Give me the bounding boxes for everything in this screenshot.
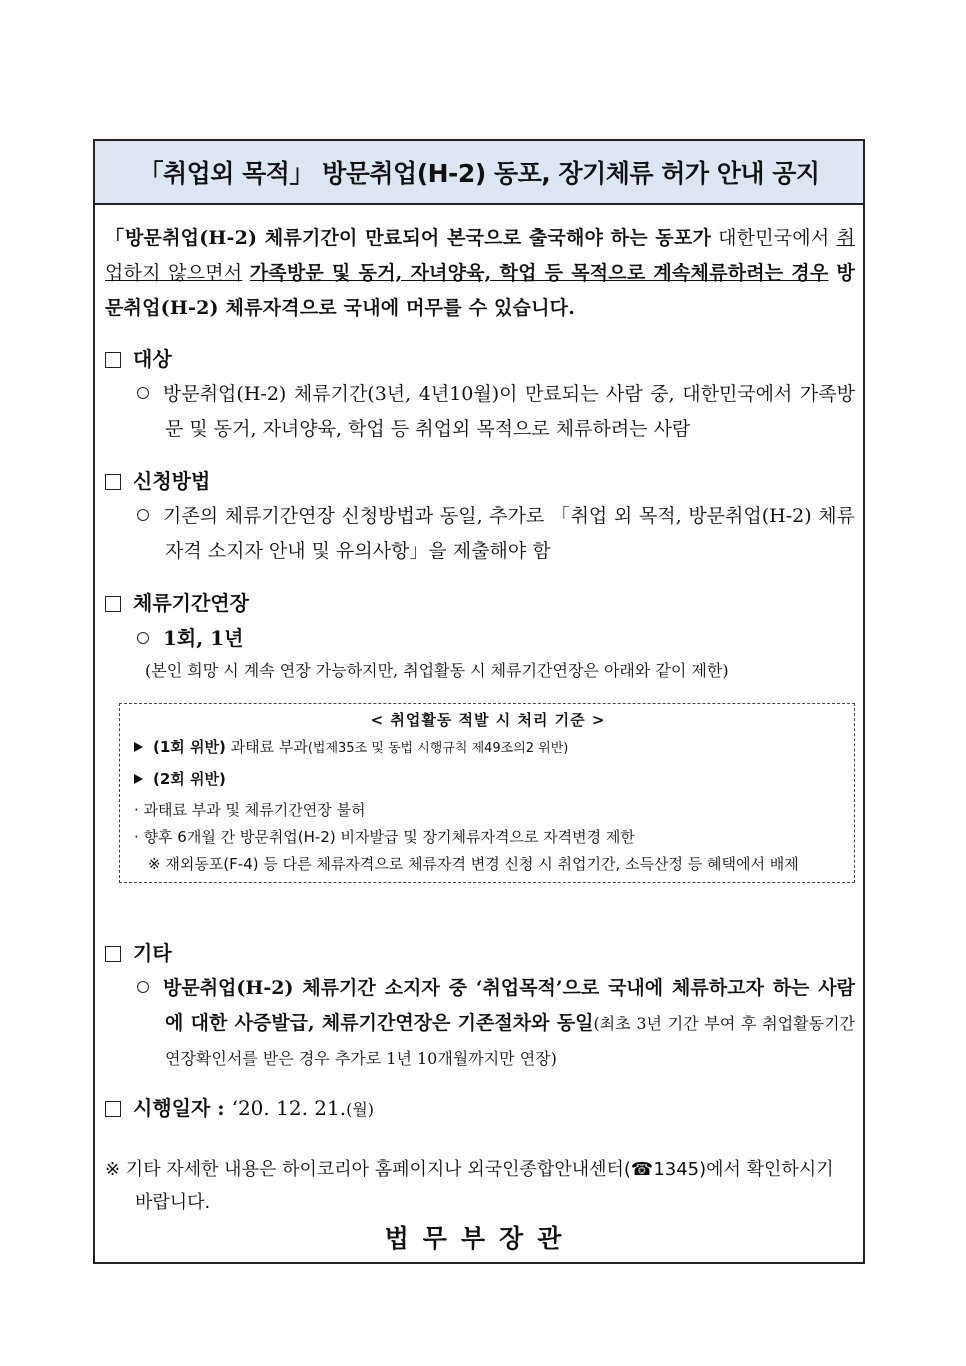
effective-date: ‘20. 12. 21.: [231, 1096, 347, 1120]
section-target-title: 대상: [133, 347, 172, 371]
intro-part-3: 취업하지 않으면서: [105, 227, 856, 284]
section-method: [105, 463, 855, 569]
triangle-bullet-icon: [134, 742, 143, 752]
section-extension-item: [121, 621, 855, 656]
criteria-detail-3: ※ 재외동포(F-4) 등 다른 체류자격으로 체류자격 변경 신청 시 취업기간, 소득산정 등 혜택에서 배제: [148, 855, 799, 873]
section-effective: [105, 1090, 855, 1126]
section-extension-text: 1회, 1년: [163, 626, 244, 650]
checkbox-square-icon: [105, 352, 121, 368]
effective-label: 시행일자 :: [133, 1096, 232, 1120]
section-other-title: 기타: [133, 941, 172, 965]
section-extension-note: (본인 희망 시 계속 연장 가능하지만, 취업활동 시 체류기간연장은 아래와 같이 제한): [145, 661, 729, 680]
section-extension-heading: [105, 585, 855, 621]
checkbox-square-icon: [105, 946, 121, 962]
section-effective-heading: [105, 1090, 855, 1126]
signature: 법무부장관: [384, 1224, 576, 1253]
section-other-bold: 방문취업(H-2) 체류기간 소지자 중 ‘취업목적’으로 국내에 체류하고자 하는 사람에 대한 사증발급, 체류기간연장은 기존절차와 동일: [163, 977, 855, 1034]
checkbox-square-icon: [105, 1101, 121, 1117]
notice-frame: [93, 139, 865, 1264]
intro-paragraph: [105, 221, 855, 326]
circle-bullet-icon: [137, 632, 149, 644]
criteria-detail-1: · 과태료 부과 및 체류기간연장 불허: [134, 801, 366, 819]
violation-1-label: (1회 위반): [153, 738, 226, 756]
criteria-detail-2: · 향후 6개월 간 방문취업(H-2) 비자발급 및 장기체류자격으로 자격변경 제한: [134, 828, 635, 846]
section-extension: [105, 585, 855, 686]
section-other-normal: (최초 3년 기간 부여 후 취업활동기간 연장확인서를 받은 경우 추가로 1년 10개월까지만 연장): [165, 1014, 855, 1068]
checkbox-square-icon: [105, 474, 121, 490]
section-other-item: [121, 971, 855, 1076]
section-method-item: [121, 499, 855, 569]
violation-2-label: (2회 위반): [153, 770, 226, 788]
criteria-violation-1: [134, 734, 842, 762]
violation-1-text: 과태료 부과: [225, 738, 308, 756]
triangle-bullet-icon: [134, 774, 143, 784]
section-target-text: 방문취업(H-2) 체류기간(3년, 4년10월)이 만료되는 사람 중, 대한민국에서 가족방문 및 동거, 자녀양육, 학업 등 취업외 목적으로 체류하려는 사람: [163, 383, 855, 440]
intro-part-2: 대한민국에서: [711, 227, 837, 249]
notice-content: [105, 203, 855, 1262]
section-method-heading: [105, 463, 855, 499]
intro-part-1: 「방문취업(H-2) 체류기간이 만료되어 본국으로 출국해야 하는 동포가: [105, 227, 712, 249]
section-method-title: 신청방법: [133, 469, 211, 493]
section-target: [105, 341, 855, 447]
effective-day: (월): [346, 1100, 375, 1119]
footer-note: ※ 기타 자세한 내용은 하이코리아 홈페이지나 외국인종합안내센터(☎1345)에서 확인하시기 바랍니다.: [105, 1159, 834, 1213]
checkbox-square-icon: [105, 596, 121, 612]
section-other: [105, 935, 855, 1076]
criteria-violation-2: [134, 766, 842, 793]
circle-bullet-icon: [137, 981, 149, 993]
section-target-item: [121, 377, 855, 447]
violation-1-law: (법제35조 및 동법 시행규칙 제49조의2 위반): [307, 741, 569, 756]
section-extension-title: 체류기간연장: [133, 591, 249, 615]
intro-part-6: 방문취업(H-2) 체류자격으로 국내에 머무를 수 있습니다.: [105, 262, 855, 319]
intro-part-5: 가족방문 및 동거, 자녀양육, 학업 등 목적으로 계속체류하려는 경우: [249, 262, 829, 284]
criteria-title: < 취업활동 적발 시 처리 기준 >: [370, 711, 606, 729]
notice-title: 「취업외 목적」 방문취업(H-2) 동포, 장기체류 허가 안내 공지: [95, 141, 863, 205]
intro-part-4: [242, 262, 249, 284]
criteria-box: [119, 703, 855, 883]
section-target-heading: [105, 341, 855, 377]
section-other-heading: [105, 935, 855, 971]
circle-bullet-icon: [137, 509, 149, 521]
circle-bullet-icon: [137, 387, 149, 399]
section-method-text: 기존의 체류기간연장 신청방법과 동일, 추가로 「취업 외 목적, 방문취업(H-2) 체류자격 소지자 안내 및 유의사항」을 제출해야 함: [163, 505, 855, 562]
